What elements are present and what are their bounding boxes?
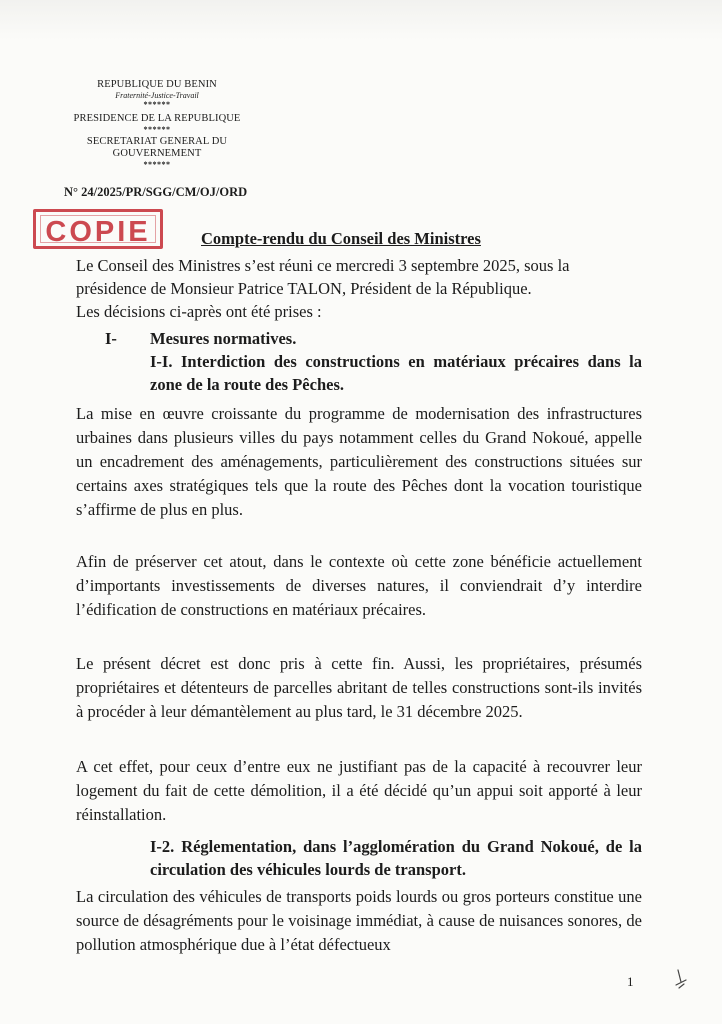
secretariat-line-2: GOUVERNEMENT xyxy=(112,148,202,160)
republic-name: REPUBLIQUE DU BENIN xyxy=(97,79,217,90)
subsection-title: I-I. Interdiction des constructions en matériaux précaires dans la zone de la route des Pêches. xyxy=(150,352,642,394)
secretariat-line-1: SECRETARIAT GENERAL DU xyxy=(86,136,228,148)
national-motto: Fraternité-Justice-Travail xyxy=(115,91,199,101)
body-paragraph: Le présent décret est donc pris à cette fin. Aussi, les propriétaires, présumés propriétaires et détenteurs de parcelles abritant de telles constructions sont-ils invités à procéder à leur démantèlement au plus tard, le 31 décembre 2025. xyxy=(76,654,642,721)
subsection-title: I-2. Réglementation, dans l’agglomération du Grand Nokoué, de la circulation des véhicules lourds de transport. xyxy=(150,837,642,879)
body-paragraph: Afin de préserver cet atout, dans le contexte où cette zone bénéficie actuellement d’importants investissements de diverses natures, il conviendrait d’y interdire l’édification de constructions en matériaux précaires. xyxy=(76,552,642,619)
copy-stamp: COPIE xyxy=(33,209,163,249)
separator-stars: ****** xyxy=(143,100,171,110)
intro-paragraph xyxy=(76,254,646,323)
separator-stars: ****** xyxy=(143,125,171,135)
separator-stars: ****** xyxy=(143,160,171,170)
section-title: Mesures normatives. xyxy=(150,329,297,348)
body-paragraph: La mise en œuvre croissante du programme de modernisation des infrastructures urbaines dans plusieurs villes du pays notamment celles du Grand Nokoué, appelle un encadrement des aménagements, particulièrement des constructions situées sur certains axes stratégiques tels que la route des Pêches dont la vocation touristique s’affirme de plus en plus. xyxy=(76,404,642,519)
intro-line: Le Conseil des Ministres s’est réuni ce mercredi 3 septembre 2025, sous la xyxy=(76,256,570,275)
intro-line: présidence de Monsieur Patrice TALON, Président de la République. xyxy=(76,279,532,298)
document-title: Compte-rendu du Conseil des Ministres xyxy=(201,229,481,248)
page-number: 1 xyxy=(627,974,634,989)
section-number: I- xyxy=(105,329,117,348)
scan-shadow xyxy=(0,0,722,40)
body-paragraph: La circulation des véhicules de transports poids lourds ou gros porteurs constitue une source de désagréments pour le voisinage immédiat, à cause de nuisances sonores, de pollution atmosphérique due à l’état défectueux xyxy=(76,887,642,954)
body-paragraph: A cet effet, pour ceux d’entre eux ne justifiant pas de la capacité à recouvrer leur logement du fait de cette démolition, il a été décidé qu’un appui soit apporté à leur réinstallation. xyxy=(76,757,642,824)
initials-mark xyxy=(674,968,688,990)
document-reference: N° 24/2025/PR/SGG/CM/OJ/ORD xyxy=(64,185,248,199)
intro-line: Les décisions ci-après ont été prises : xyxy=(76,302,322,321)
presidency-name: PRESIDENCE DE LA REPUBLIQUE xyxy=(73,113,241,125)
letterhead xyxy=(62,79,252,169)
